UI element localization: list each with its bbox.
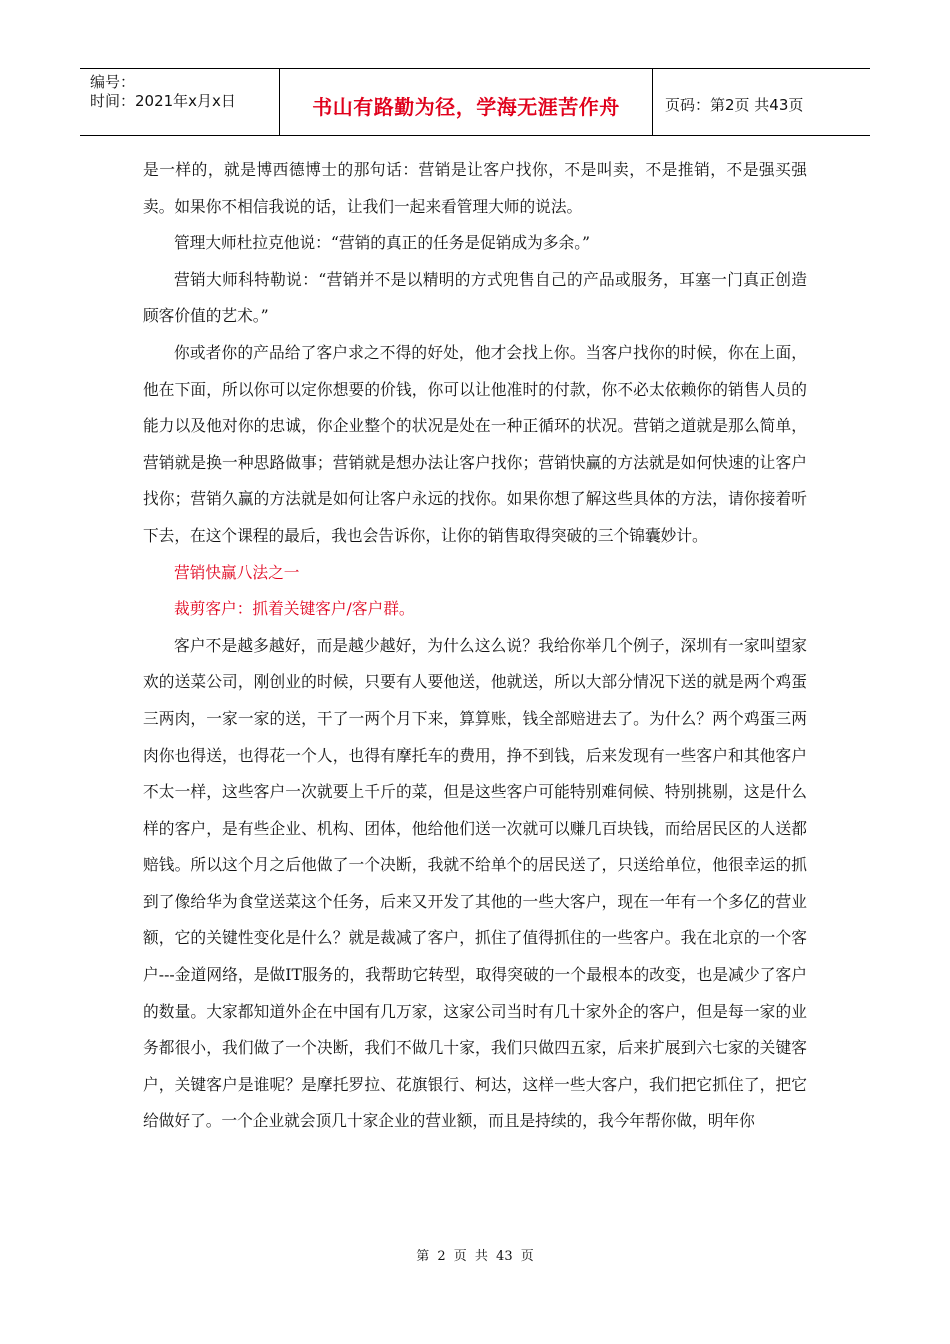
header-meta [80, 69, 280, 135]
body-paragraph: 客户不是越多越好，而是越少越好，为什么这么说？我给你举几个例子，深圳有一家叫望家欢的送菜公司，刚创业的时候，只要有人要他送，他就送，所以大部分情况下送的就是两个鸡蛋三两肉，一家一家的送，干了一两个月下来，算算账，钱全部赔进去了。为什么？两个鸡蛋三两肉你也得送，也得花一个人，也得有摩托车的费用，挣不到钱，后来发现有一些客户和其他客户不太一样，这些客户一次就要上千斤的菜，但是这些客户可能特别难伺候、特别挑剔，这是什么样的客户，是有些企业、机构、团体，他给他们送一次就可以赚几百块钱，而给居民区的人送都赔钱。所以这个月之后他做了一个决断，我就不给单个的居民送了，只送给单位，他很幸运的抓到了像给华为食堂送菜这个任务，后来又开发了其他的一些大客户，现在一年有一个多亿的营业额，它的关键性变化是什么？就是裁减了客户，抓住了值得抓住的一些客户。我在北京的一个客户---金道网络，是做IT服务的，我帮助它转型，取得突破的一个最根本的改变，也是减少了客户的数量。大家都知道外企在中国有几万家，这家公司当时有几十家外企的客户，但是每一家的业务都很小，我们做了一个决断，我们不做几十家，我们只做四五家，后来扩展到六七家的关键客户，关键客户是谁呢？是摩托罗拉、花旗银行、柯达，这样一些大客户，我们把它抓住了，把它给做好了。一个企业就会顶几十家企业的营业额，而且是持续的，我今年帮你做，明年你 [143, 635, 807, 1131]
section-heading: 营销快赢八法之一 [174, 562, 300, 582]
section-subheading: 裁剪客户：抓着关键客户/客户群。 [174, 599, 415, 619]
document-number-label: 编号： [90, 73, 136, 91]
page-footer: 第 2 页 共 43 页 [416, 1249, 534, 1264]
body-paragraph: 你或者你的产品给了客户求之不得的好处，他才会找上你。当客户找你的时候，你在上面，他在下面，所以你可以定你想要的价钱，你可以让他准时的付款，你不必太依赖你的销售人员的能力以及他对你的忠诚，你企业整个的状况是处在一种正循环的状况。营销之道就是那么简单，营销就是换一种思路做事；营销就是想办法让客户找你；营销快赢的方法就是如何快速的让客户找你；营销久赢的方法就是如何让客户永远的找你。如果你想了解这些具体的方法，请你接着听下去，在这个课程的最后，我也会告诉你，让你的销售取得突破的三个锦囊妙计。 [143, 342, 807, 545]
header-page-info: 页码：第2页 共43页 [665, 95, 804, 114]
page-header [80, 68, 870, 136]
body-paragraph: 营销大师科特勒说：“营销并不是以精明的方式兜售自己的产品或服务，耳塞一门真正创造顾客价值的艺术。” [143, 269, 807, 326]
header-motto: 书山有路勤为径，学海无涯苦作舟 [280, 69, 653, 135]
document-body [143, 152, 807, 1140]
body-paragraph: 管理大师杜拉克他说：“营销的真正的任务是促销成为多余。” [174, 233, 591, 253]
document-date: 时间：2021年x月x日 [90, 92, 236, 110]
body-paragraph: 是一样的，就是博西德博士的那句话：营销是让客户找你，不是叫卖，不是推销，不是强买强卖。如果你不相信我说的话，让我们一起来看管理大师的说法。 [143, 160, 807, 216]
